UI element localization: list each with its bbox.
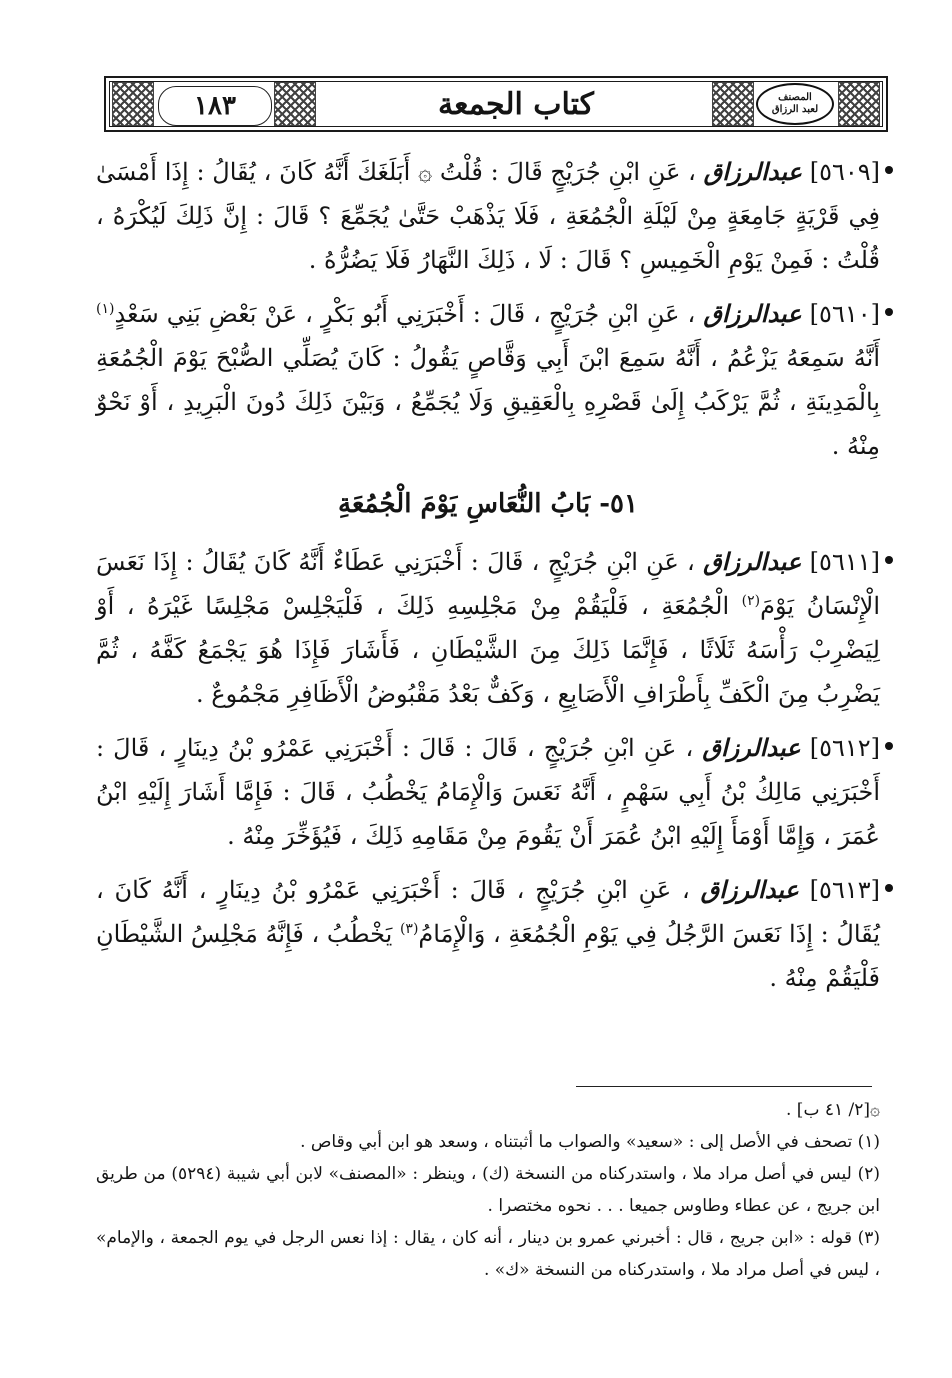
hadith-5612: [96, 726, 880, 858]
footnotes: [96, 1094, 880, 1286]
hadith-text: ، عَنِ ابْنِ جُرَيْجٍ ، قَالَ : أَخْبَرَنِي عَطَاءٌ أَنَّهُ كَانَ يُقَالُ : إِذَا نَعَسَ الْإِنْسَانُ يَوْمَ: [96, 548, 880, 620]
hadith-text: ، عَنِ ابْنِ جُرَيْجٍ قَالَ : قُلْتُ ۞ أَبَلَغَكَ أَنَّهُ كَانَ ، يُقَالُ : إِذَا أَمْسَىٰ فِي قَرْيَةٍ جَامِعَةٍ مِنْ لَيْلَةِ الْجُمُعَةِ ، فَلَا يَذْهَبْ حَتَّىٰ يُجَمِّعَ ؟ قَالَ : إِنَّ ذَلِكَ لَيُكْرَهُ ، قُلْتُ : فَمِنْ يَوْمِ الْخَمِيسِ ؟ قَالَ : لَا ، ذَلِكَ النَّهَارُ فَلَا يَضُرُّهُ .: [96, 158, 880, 274]
hadith-text-continued: أَنَّهُ سَمِعَهُ يَزْعُمُ ، أَنَّهُ سَمِعَ ابْنَ أَبِي وَقَّاصٍ يَقُولُ : كَانَ يُصَلِّي الصُّبْحَ يَوْمَ الْجُمُعَةِ بِالْمَدِينَةِ ، ثُمَّ يَرْكَبُ إِلَىٰ قَصْرِهِ بِالْعَقِيقِ وَلَا يُجَمِّعُ ، وَبَيْنَ ذَلِكَ دُونَ الْبَرِيدِ ، أَوْ نَحْوٌ مِنْهُ .: [96, 344, 880, 460]
hadith-number: [٥٦١٢]: [809, 734, 881, 762]
bullet-icon: [885, 742, 893, 750]
hadith-number: [٥٦١٣]: [809, 876, 880, 904]
main-text: [96, 150, 880, 1004]
seal-line-1: المصنف: [778, 92, 812, 103]
footnote-ref-3[interactable]: (٣): [399, 921, 419, 937]
ornament-mid-left: [274, 82, 316, 126]
footnote-divider: [576, 1086, 872, 1087]
footnote-ref-2[interactable]: (٢): [741, 593, 761, 609]
hadith-narrator: عبدالرزاق: [703, 547, 802, 576]
footnote-ref-1[interactable]: (١): [96, 301, 115, 317]
footnote-1: (١) تصحف في الأصل إلى : «سعيد» والصواب ما أثبتناه ، وسعد هو ابن أبي وقاص .: [300, 1132, 880, 1152]
hadith-text: ، عَنِ ابْنِ جُرَيْجٍ ، قَالَ : أَخْبَرَنِي عَمْرُو بْنُ دِينَارٍ ، أَنَّهُ كَانَ ، يُقَالُ : إِذَا نَعَسَ الرَّجُلُ فِي يَوْمِ الْجُمُعَةِ ، وَالْإِمَامُ: [96, 876, 880, 948]
hadith-narrator: عبدالرزاق: [703, 157, 802, 186]
hadith-5611: [96, 540, 880, 716]
hadith-5613: [96, 868, 880, 1000]
page-number: ١٨٣: [158, 86, 272, 126]
hadith-text: ، عَنِ ابْنِ جُرَيْجٍ ، قَالَ : قَالَ : أَخْبَرَنِي عَمْرُو بْنُ دِينَارٍ ، قَالَ : أَخْبَرَنِي مَالِكُ بْنُ أَبِي سَهْمٍ ، أَنَّهُ نَعَسَ وَالْإِمَامُ يَخْطُبُ ، قَالَ : فَإِمَّا أَشَارَ إِلَيْهِ ابْنُ عُمَرَ ، وَإِمَّا أَوْمَأَ إِلَيْهِ ابْنُ عُمَرَ أَنْ يَقُومَ مِنْ مَقَامِهِ ذَلِكَ ، فَيُؤَخِّرَ مِنْهُ .: [96, 734, 880, 850]
hadith-text: ، عَنِ ابْنِ جُرَيْجٍ ، قَالَ : أَخْبَرَنِي أَبُو بَكْرٍ ، عَنْ بَعْضِ بَنِي سَعْدٍ: [114, 300, 696, 328]
hadith-number: [٥٦١٠]: [809, 300, 880, 328]
page-header: [104, 76, 888, 132]
bullet-icon: [885, 884, 893, 892]
ornament-left: [112, 82, 154, 126]
hadith-number: [٥٦٠٩]: [809, 158, 881, 186]
folio-reference: ۞[٢/ ٤١ ب] .: [786, 1100, 880, 1120]
hadith-narrator: عبدالرزاق: [700, 875, 799, 904]
bullet-icon: [885, 166, 893, 174]
hadith-text-continued: يَخْطُبُ ، فَإِنَّهُ مَجْلِسُ الشَّيْطَانِ فَلْيَقُمْ مِنْهُ .: [96, 920, 880, 992]
footnote-2: (٢) ليس في أصل مراد ملا ، واستدركناه من النسخة (ك) ، وينظر : «المصنف» لابن أبي شيبة (٥٢٩٤) من طريق ابن جريج ، عن عطاء وطاوس جميعا . . . نحوه مختصرا .: [96, 1164, 880, 1216]
chapter-heading: ٥١- بَابُ النُّعَاسِ يَوْمَ الْجُمُعَةِ: [338, 489, 638, 519]
hadith-5609: [96, 150, 880, 282]
book-seal-logo: [756, 83, 834, 125]
bullet-icon: [885, 556, 893, 564]
hadith-text-continued: الْجُمُعَةِ ، فَلْيَقُمْ مِنْ مَجْلِسِهِ ذَلِكَ ، فَلْيَجْلِسْ مَجْلِسًا غَيْرَهُ ، أَوْ لِيَضْرِبْ رَأْسَهُ ثَلَاثًا ، فَإِنَّمَا ذَلِكَ مِنَ الشَّيْطَانِ ، فَأَشَارَ فَإِذَا هُوَ يَجْمَعُ كَفَّهُ ، ثُمَّ يَضْرِبُ مِنَ الْكَفِّ بِأَطْرَافِ الْأَصَابِعِ ، وَكَفٌّ بَعْدُ مَقْبُوضُ الْأَظَافِرِ مَجْمُوعٌ .: [96, 592, 880, 708]
footnote-3: (٣) قوله : «ابن جريج ، قال : أخبرني عمرو بن دينار ، أنه كان ، يقال : إذا نعس الرجل في يوم الجمعة ، والإمام» ، ليس في أصل مراد ملا ، واستدركناه من النسخة «ك» .: [96, 1228, 880, 1280]
hadith-narrator: عبدالرزاق: [703, 299, 802, 328]
hadith-narrator: عبدالرزاق: [702, 733, 801, 762]
hadith-5610: [96, 292, 880, 468]
book-title: كتاب الجمعة: [324, 84, 708, 126]
bullet-icon: [885, 308, 893, 316]
seal-line-2: لعبد الرزاق: [771, 104, 819, 115]
hadith-number: [٥٦١١]: [809, 548, 880, 576]
ornament-mid-right: [712, 82, 754, 126]
ornament-right: [838, 82, 880, 126]
